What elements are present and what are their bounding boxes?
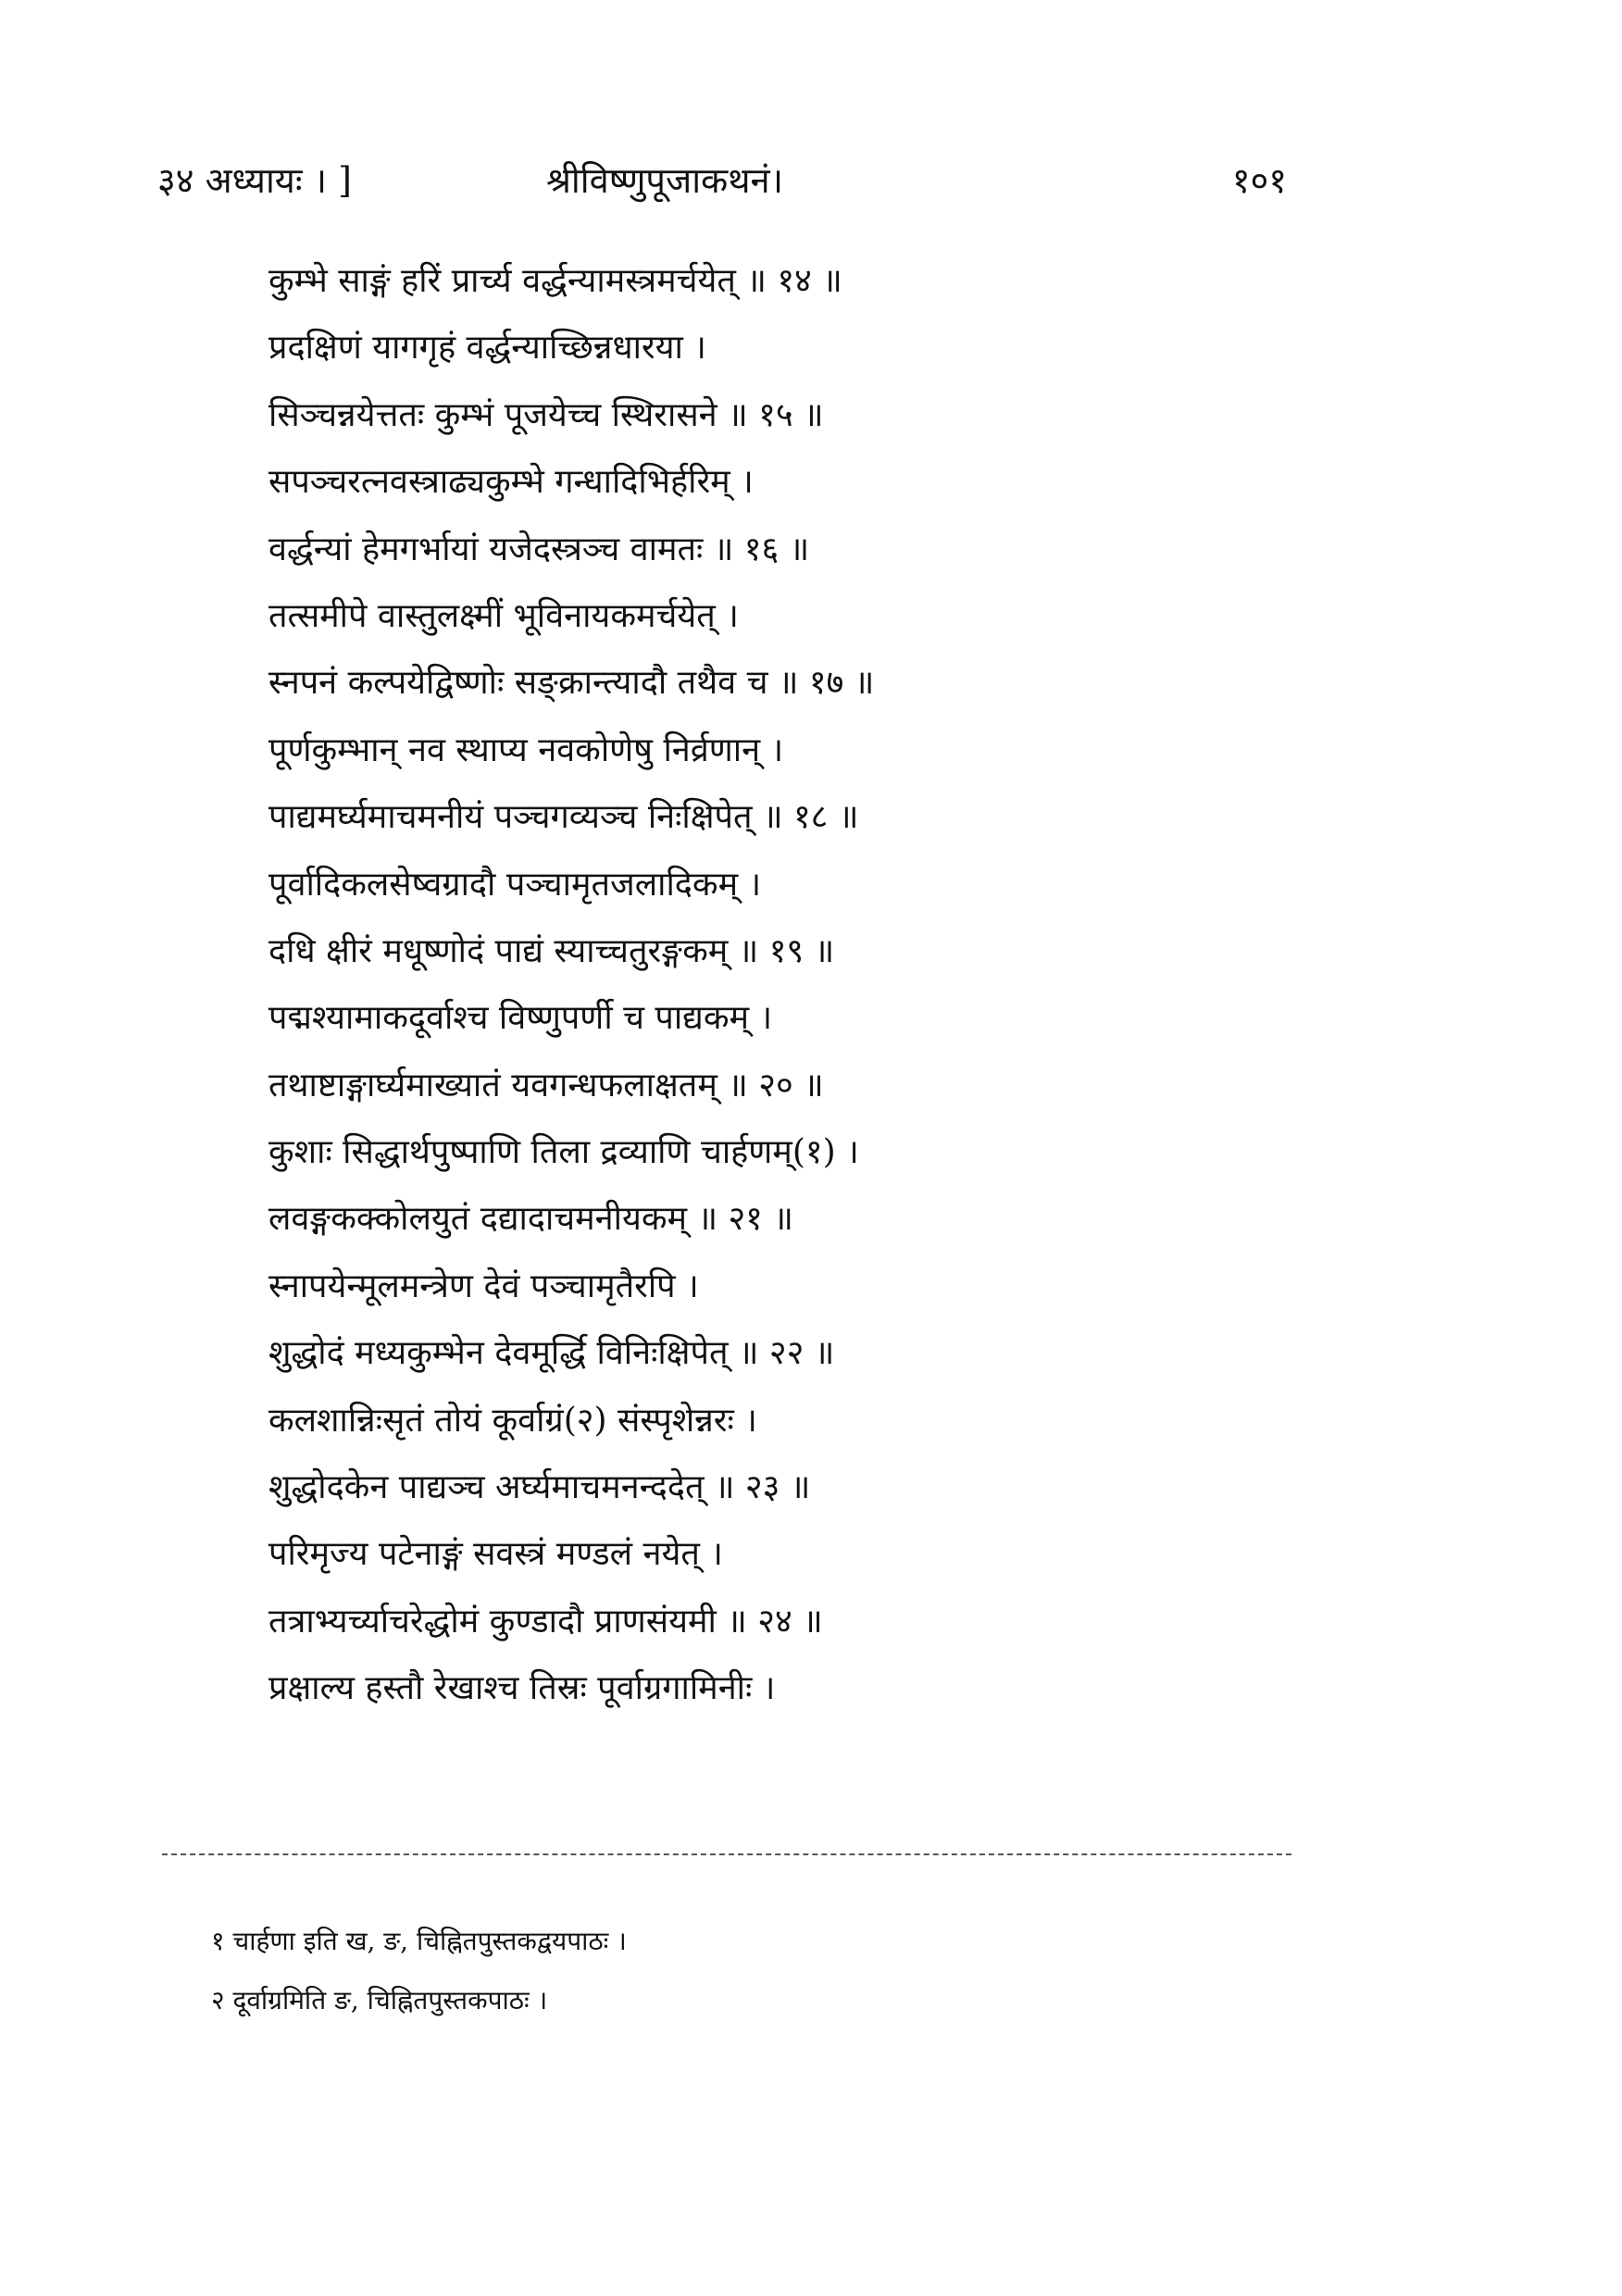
verse-line: स्नपनं कल्पयेद्विष्णोः सङ्क्रान्त्यादौ तथैव च ॥ १७ ॥ (268, 664, 875, 703)
verse-line: तत्समीपे वास्तुलक्ष्मीं भूविनायकमर्चयेत् । (268, 596, 739, 635)
verse-block (268, 248, 1194, 1723)
verse-line: दधि क्षीरं मधूष्णोदं पाद्यं स्याच्चतुरङ्गकम् ॥ १९ ॥ (268, 931, 835, 970)
verse-line: कुशाः सिद्धार्थपुष्पाणि तिला द्रव्याणि चार्हणम्(१) । (268, 1133, 859, 1172)
verse-line: वर्द्धन्यां हेमगर्भायां यजेदस्त्रञ्च वामतः ॥ १६ ॥ (268, 530, 810, 568)
footnote: २ दूर्वाग्रमिति ङ, चिह्नितपुस्तकपाठः । (211, 1985, 548, 2015)
verse-line: कलशान्निःसृतं तोयं कूर्वाग्रं(२) संस्पृशेन्नरः । (268, 1401, 757, 1440)
footnotes (211, 1912, 1137, 2030)
verse-line: प्रक्षाल्य हस्तौ रेखाश्च तिस्रः पूर्वाग्रगामिनीः । (268, 1669, 776, 1708)
verse-line: पद्मश्यामाकदूर्वाश्च विष्णुपर्णी च पाद्यकम् । (268, 999, 773, 1038)
verse-line: पाद्यमर्घ्यमाचमनीयं पञ्चगव्यञ्च निःक्षिपेत् ॥ १८ ॥ (268, 798, 859, 837)
running-title: श्रीविष्णुपूजाकथनं। (546, 160, 784, 201)
verse-line: शुद्धोदकेन पाद्यञ्च अर्घ्यमाचमनन्ददेत् ॥ २३ ॥ (268, 1468, 811, 1507)
verse-line: लवङ्गकक्कोलयुतं दद्यादाचमनीयकम् ॥ २१ ॥ (268, 1200, 793, 1239)
footnote-separator (162, 1853, 1291, 1855)
verse-line: पूर्वादिकलसेष्वग्रादौ पञ्चामृतजलादिकम् । (268, 865, 762, 904)
verse-line: प्रदक्षिणं यागगृहं वर्द्धन्याच्छिन्नधारया । (268, 329, 706, 368)
verse-line: स्नापयेन्मूलमन्त्रेण देवं पञ्चामृतैरपि । (268, 1267, 699, 1305)
verse-line: पूर्णकुम्भान् नव स्थाप्य नवकोणेषु निर्व्रणान् । (268, 730, 784, 769)
verse-line: कुम्भे साङ्गं हरिं प्रार्च्य वर्द्धन्यामस्त्रमर्चयेत् ॥ १४ ॥ (268, 262, 842, 300)
running-header (157, 156, 1287, 211)
verse-line: तत्राभ्यर्च्याचरेद्धोमं कुण्डादौ प्राणसंयमी ॥ २४ ॥ (268, 1602, 823, 1641)
page-number: १०१ (1231, 160, 1287, 201)
chapter-marker: ३४ अध्यायः । ] (157, 160, 352, 201)
verse-line: सपञ्चरत्नवस्त्राढ्यकुम्भे गन्धादिभिर्हरिम् । (268, 463, 754, 502)
verse-line: शुद्धोदं मध्यकुम्भेन देवमूर्द्धि विनिःक्षिपेत् ॥ २२ ॥ (268, 1334, 835, 1373)
verse-line: सिञ्चन्नयेत्ततः कुम्भं पूजयेच्च स्थिरासने ॥ १५ ॥ (268, 395, 824, 434)
footnote: १ चार्हणा इति ख, ङ, चिह्नितपुस्तकद्वयपाठः । (211, 1926, 627, 1956)
verse-line: तथाष्टाङ्गार्घ्यमाख्यातं यवगन्धफलाक्षतम् ॥ २० ॥ (268, 1066, 824, 1104)
verse-line: परिमृज्य पटेनाङ्गं सवस्त्रं मण्डलं नयेत् । (268, 1535, 723, 1574)
